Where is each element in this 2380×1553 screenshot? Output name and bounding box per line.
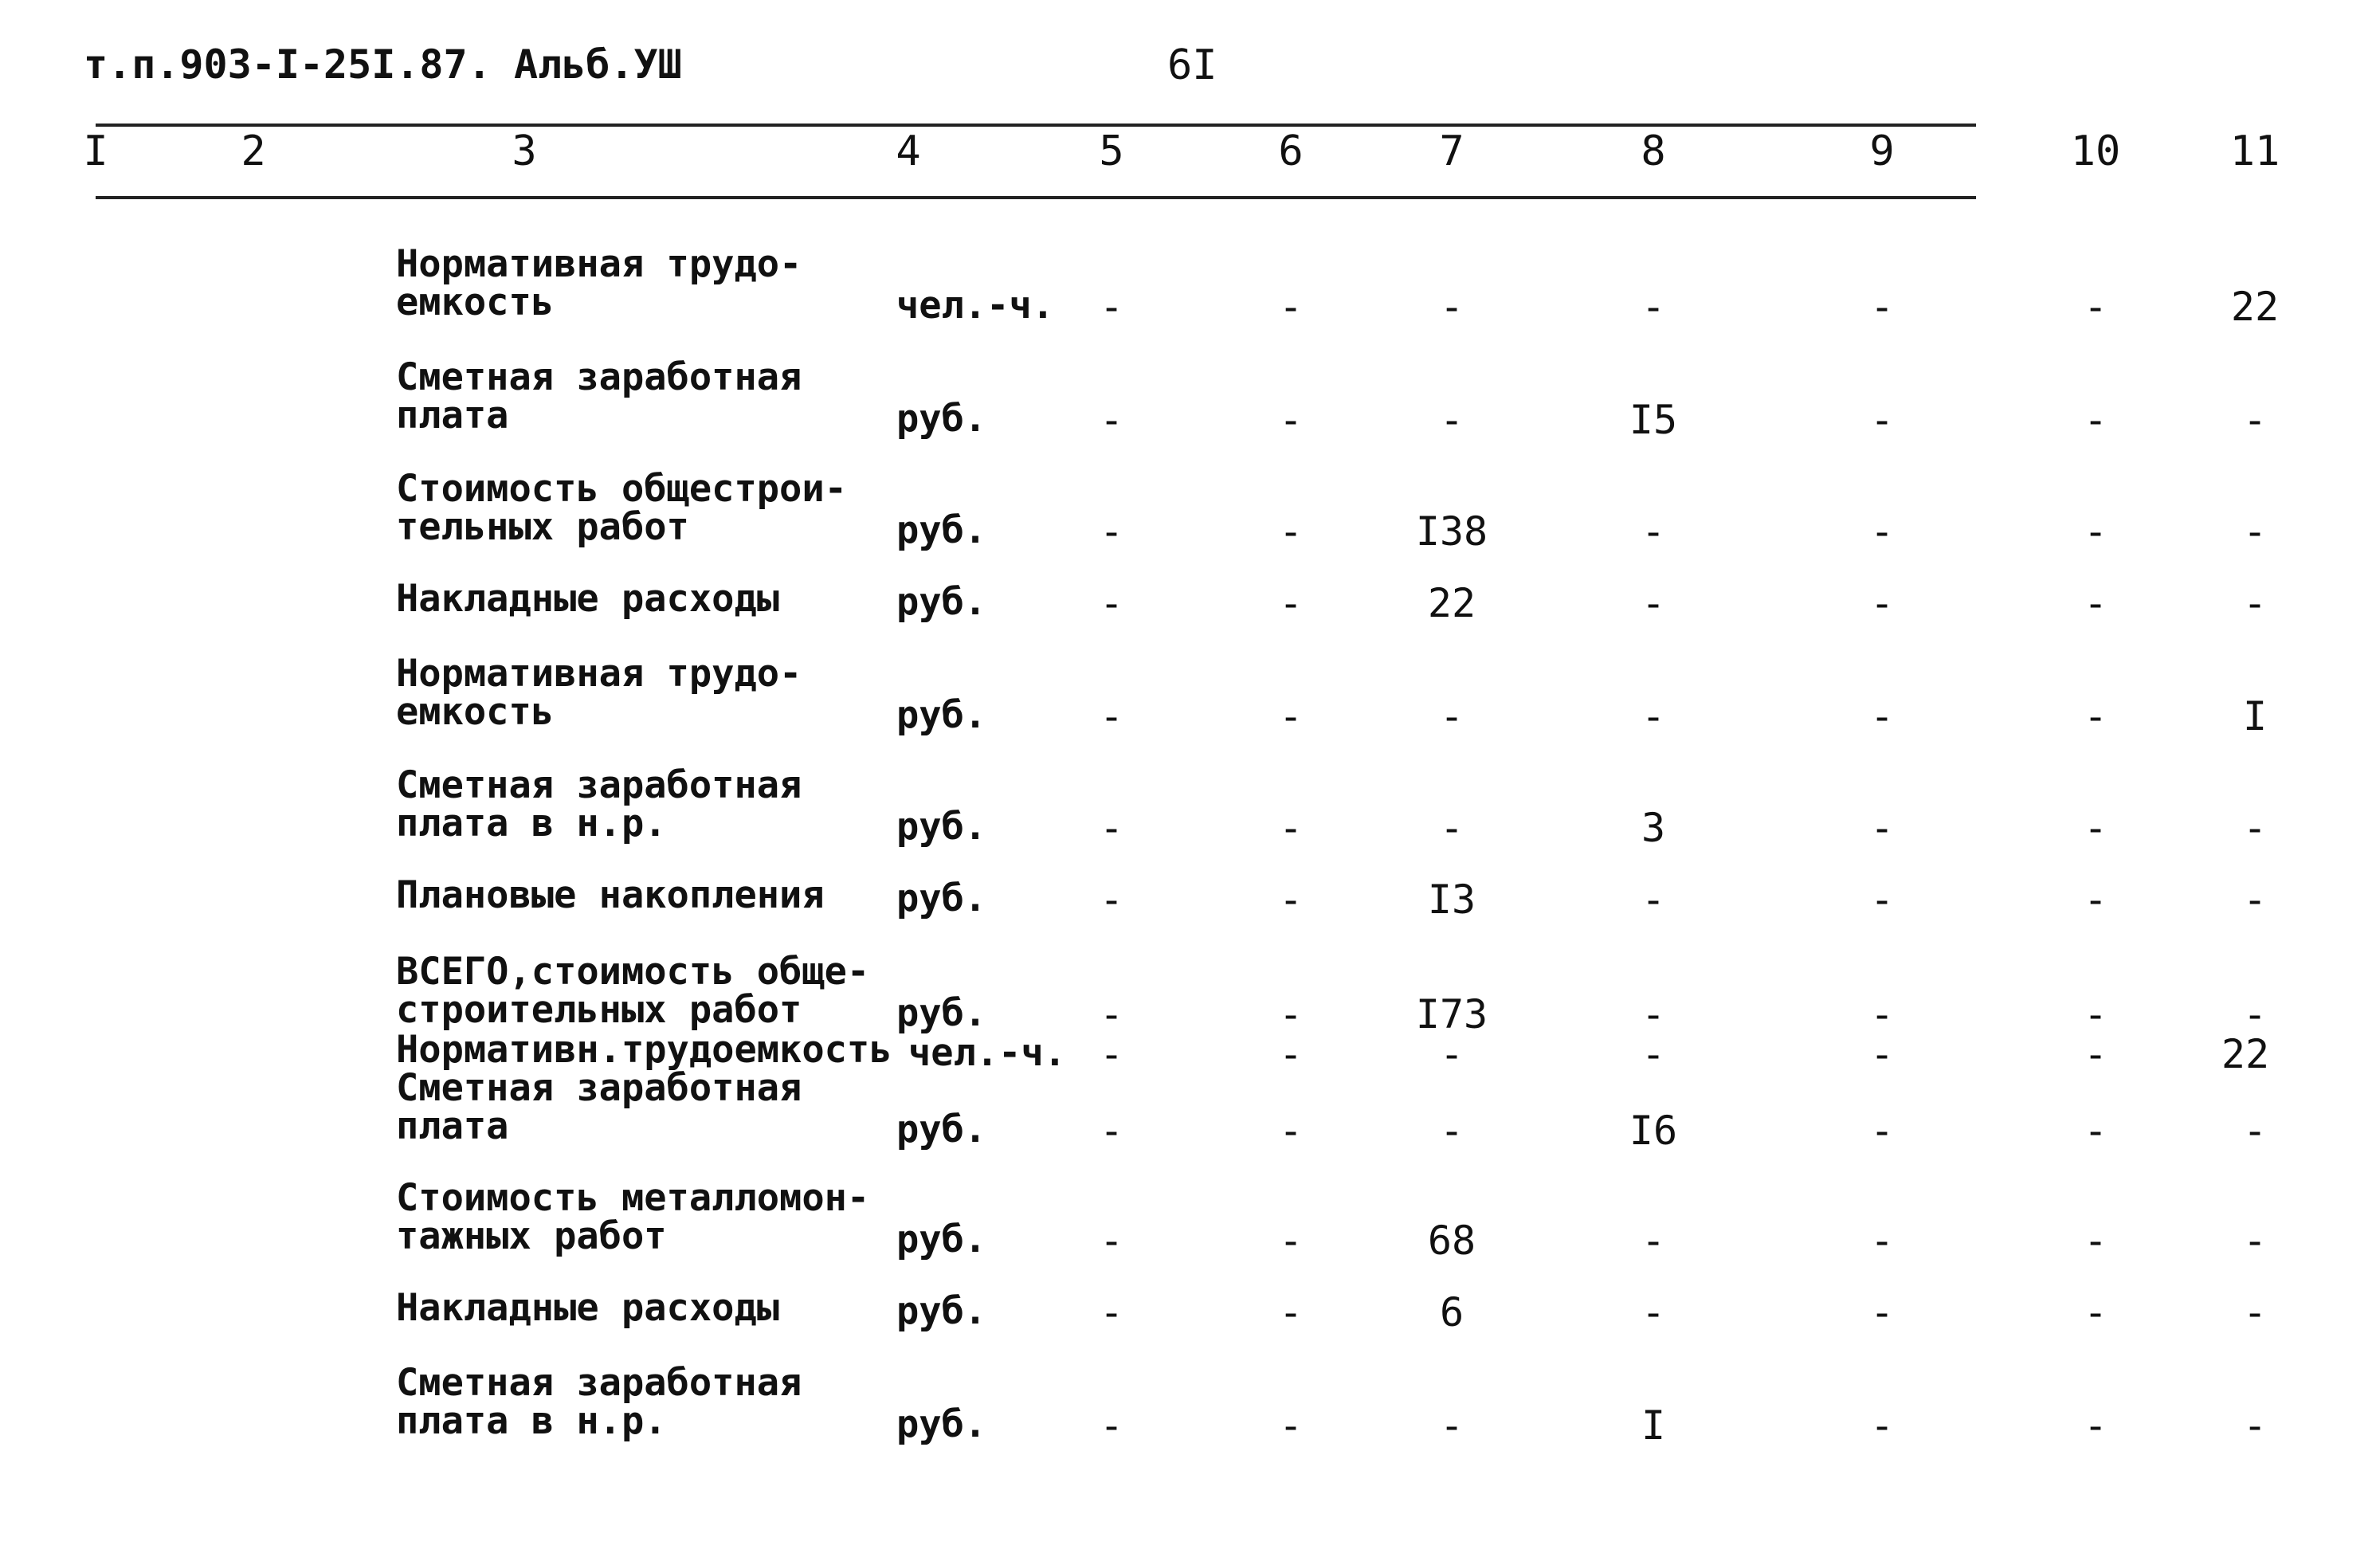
row-label: Плановые накопления [396,873,825,917]
cell-col7: - [1439,397,1464,443]
cell-col10: - [2083,508,2108,555]
cell-col6: - [1278,508,1304,555]
cell-col11: 22 [2221,1031,2270,1077]
column-number: 7 [1439,127,1464,175]
row-label: ВСЕГО,стоимость обще- строительных работ [396,950,870,1032]
cell-col11: - [2242,1289,2268,1335]
cell-col11: 22 [2230,284,2280,330]
row-unit: руб. [896,1289,987,1333]
cell-col9: - [1869,284,1895,330]
cell-col10: - [2083,1402,2108,1449]
cell-col6: - [1278,284,1304,330]
cell-col9: - [1869,580,1895,626]
cell-col9: - [1869,397,1895,443]
cell-col8: - [1641,508,1666,555]
cell-col5: - [1099,877,1124,923]
cell-col10: - [2083,693,2108,739]
cell-col8: - [1641,877,1666,923]
row-label: Стоимость металломон- тажных работ [396,1176,870,1258]
cell-col7: - [1439,693,1464,739]
row-unit: руб. [896,508,987,552]
cell-col5: - [1099,1218,1124,1264]
cell-col6: - [1278,1108,1304,1154]
column-number: 4 [896,127,921,175]
cell-col5: - [1099,991,1124,1037]
table-row [0,653,2380,757]
cell-col10: - [2083,1031,2108,1077]
cell-col8: - [1641,991,1666,1037]
cell-col11: - [2242,580,2268,626]
cell-col8: - [1641,1289,1666,1335]
row-unit: руб. [896,877,987,920]
cell-col5: - [1099,805,1124,851]
column-number: 3 [512,127,537,175]
cell-col8: - [1641,284,1666,330]
column-number: 6 [1278,127,1304,175]
cell-col8: 3 [1641,805,1666,851]
cell-col6: - [1278,1402,1304,1449]
cell-col10: - [2083,1108,2108,1154]
row-unit: руб. [896,805,987,849]
row-label: Сметная заработная плата в н.р. [396,1361,802,1443]
column-number: 8 [1641,127,1666,175]
table-row [0,1363,2380,1466]
cell-col6: - [1278,877,1304,923]
cell-col9: - [1869,1218,1895,1264]
table-header-rule [96,196,1976,199]
cell-col5: - [1099,1289,1124,1335]
cell-col8: I6 [1629,1108,1678,1154]
cell-col9: - [1869,805,1895,851]
row-label: Нормативная трудо- емкость [396,652,802,734]
column-number: 9 [1869,127,1895,175]
row-unit: руб. [896,693,987,737]
cell-col5: - [1099,397,1124,443]
cell-col9: - [1869,991,1895,1037]
cell-col8: - [1641,693,1666,739]
cell-col9: - [1869,1108,1895,1154]
page-number: 6I [1167,41,1217,89]
cell-col6: - [1278,397,1304,443]
cell-col9: - [1869,1289,1895,1335]
row-label: Сметная заработная плата [396,355,802,437]
cell-col10: - [2083,580,2108,626]
cell-col11: - [2242,991,2268,1037]
row-label: Нормативн.трудоемкость [396,1028,892,1072]
row-label: Накладные расходы [396,577,780,621]
row-unit: руб. [896,397,987,441]
row-unit: руб. [896,580,987,624]
cell-col8: - [1641,1031,1666,1077]
cell-col11: - [2242,805,2268,851]
cell-col7: - [1439,805,1464,851]
row-label: Нормативная трудо- емкость [396,242,802,324]
cell-col11: - [2242,1402,2268,1449]
cell-col8: - [1641,1218,1666,1264]
cell-col11: - [2242,397,2268,443]
cell-col7: 22 [1427,580,1476,626]
cell-col6: - [1278,1289,1304,1335]
cell-col7: - [1439,284,1464,330]
cell-col6: - [1278,580,1304,626]
cell-col5: - [1099,580,1124,626]
cell-col7: 68 [1427,1218,1476,1264]
cell-col6: - [1278,1031,1304,1077]
row-unit: руб. [896,1108,987,1151]
cell-col9: - [1869,508,1895,555]
cell-col7: - [1439,1108,1464,1154]
table-row [0,357,2380,461]
table-row [0,469,2380,572]
cell-col11: - [2242,1218,2268,1264]
row-label: Накладные расходы [396,1286,780,1330]
column-number: 11 [2229,127,2280,175]
cell-col7: I73 [1415,991,1488,1037]
cell-col11: I [2242,693,2268,739]
cell-col11: - [2242,508,2268,555]
cell-col5: - [1099,508,1124,555]
cell-col7: - [1439,1402,1464,1449]
cell-col9: - [1869,1402,1895,1449]
album-number: Альб.УШ [514,41,682,88]
table-row [0,1178,2380,1281]
table-row [0,1068,2380,1171]
cell-col5: - [1099,693,1124,739]
column-number: 10 [2070,127,2121,175]
row-unit: чел.-ч. [908,1031,1067,1075]
row-unit: руб. [896,1218,987,1261]
cell-col7: - [1439,1031,1464,1077]
cell-col11: - [2242,1108,2268,1154]
cell-col10: - [2083,991,2108,1037]
row-unit: руб. [896,991,987,1035]
cell-col9: - [1869,877,1895,923]
cell-col10: - [2083,805,2108,851]
cell-col9: - [1869,693,1895,739]
cell-col10: - [2083,1218,2108,1264]
table-row [0,244,2380,347]
cell-col6: - [1278,991,1304,1037]
document-reference: т.п.903-I-25I.87. [84,41,492,88]
cell-col7: I38 [1415,508,1488,555]
cell-col5: - [1099,284,1124,330]
cell-col10: - [2083,397,2108,443]
cell-col8: I [1641,1402,1666,1449]
cell-col7: 6 [1439,1289,1464,1335]
cell-col10: - [2083,877,2108,923]
cell-col8: I5 [1629,397,1678,443]
table-row [0,765,2380,869]
cell-col10: - [2083,1289,2108,1335]
row-label: Стоимость общестрои- тельных работ [396,467,847,549]
cell-col6: - [1278,805,1304,851]
cell-col10: - [2083,284,2108,330]
row-label: Сметная заработная плата в н.р. [396,763,802,845]
cell-col5: - [1099,1402,1124,1449]
row-unit: чел.-ч. [896,284,1055,327]
table-top-rule [96,124,1976,127]
row-label: Сметная заработная плата [396,1066,802,1148]
cell-col11: - [2242,877,2268,923]
cell-col8: - [1641,580,1666,626]
cell-col5: - [1099,1108,1124,1154]
column-number: 5 [1099,127,1124,175]
cell-col5: - [1099,1031,1124,1077]
column-number: 2 [241,127,266,175]
column-number: I [83,127,108,175]
cell-col9: - [1869,1031,1895,1077]
cell-col6: - [1278,1218,1304,1264]
row-unit: руб. [896,1402,987,1446]
cell-col7: I3 [1427,877,1476,923]
cell-col6: - [1278,693,1304,739]
